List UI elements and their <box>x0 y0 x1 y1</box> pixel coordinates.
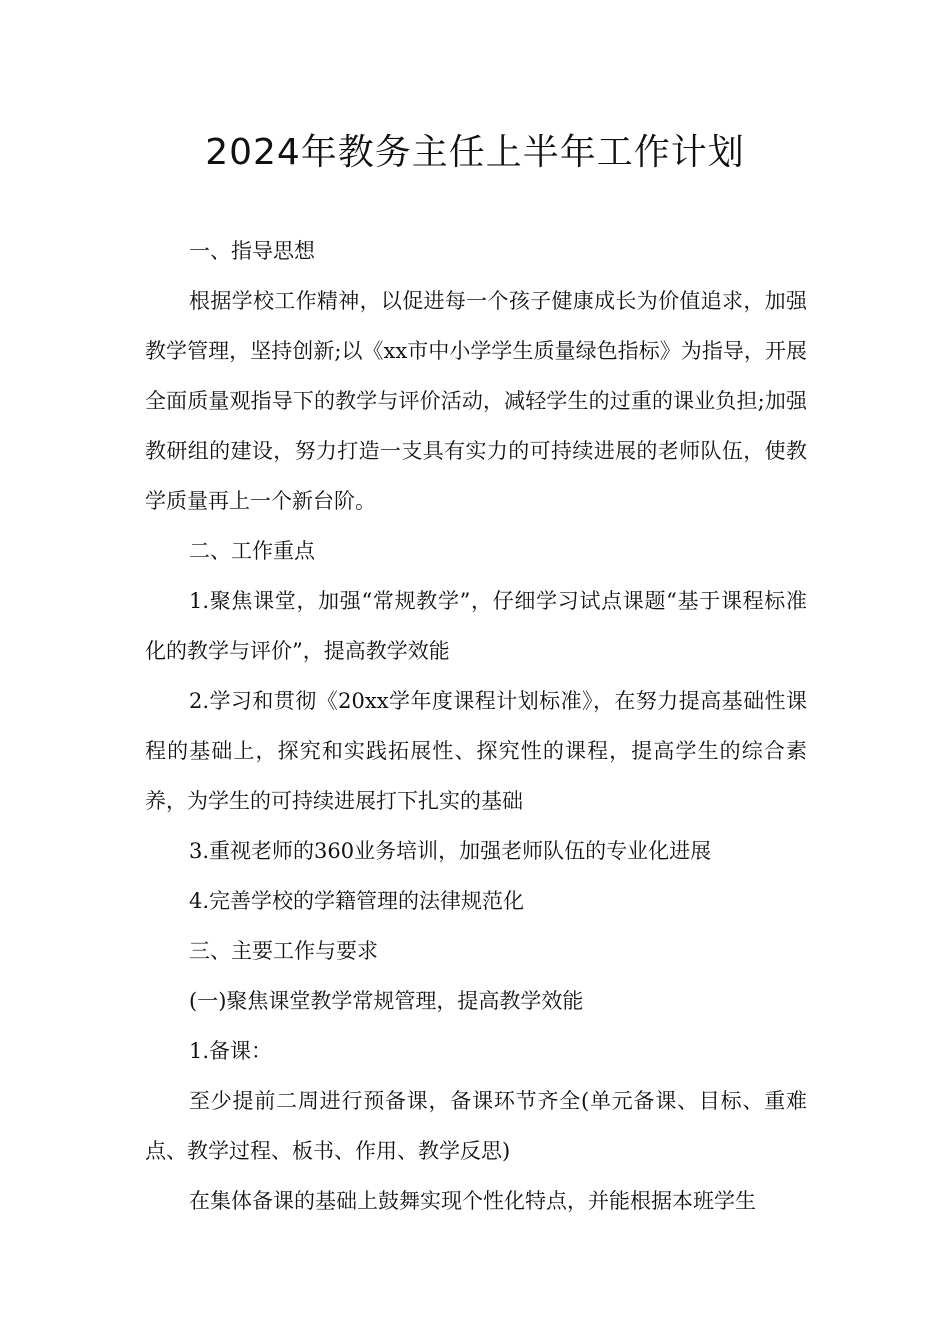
list-item-focus-3: 3.重视老师的360业务培训，加强老师队伍的专业化进展 <box>189 839 712 863</box>
section-heading-guiding-ideology: 一、指导思想 <box>189 239 315 263</box>
subheading-lesson-prep: 1.备课： <box>189 1039 273 1063</box>
paragraph-lesson-prep-1: 至少提前二周进行预备课，备课环节齐全(单元备课、目标、重难点、教学过程、板书、作用、教学反思) <box>145 1089 807 1163</box>
section-heading-main-work: 三、主要工作与要求 <box>189 939 378 963</box>
document-body <box>145 226 807 1226</box>
document-title: 2024年教务主任上半年工作计划 <box>205 132 745 173</box>
paragraph-lesson-prep-2: 在集体备课的基础上鼓舞实现个性化特点，并能根据本班学生 <box>189 1189 756 1213</box>
list-item-focus-1: 1.聚焦课堂，加强“常规教学”，仔细学习试点课题“基于课程标准化的教学与评价”，提高教学效能 <box>145 589 807 663</box>
list-item-focus-4: 4.完善学校的学籍管理的法律规范化 <box>189 889 525 913</box>
section-heading-work-focus: 二、工作重点 <box>189 539 315 563</box>
subsection-heading-classroom: (一)聚焦课堂教学常规管理，提高教学效能 <box>189 989 584 1013</box>
list-item-focus-2: 2.学习和贯彻《20xx学年度课程计划标准》，在努力提高基础性课程的基础上，探究和实践拓展性、探究性的课程，提高学生的综合素养，为学生的可持续进展打下扎实的基础 <box>145 689 807 813</box>
paragraph-guiding-ideology: 根据学校工作精神，以促进每一个孩子健康成长为价值追求，加强教学管理，坚持创新;以《xx市中小学学生质量绿色指标》为指导，开展全面质量观指导下的教学与评价活动，减轻学生的过重的课业负担;加强教研组的建设，努力打造一支具有实力的可持续进展的老师队伍，使教学质量再上一个新台阶。 <box>145 289 807 513</box>
